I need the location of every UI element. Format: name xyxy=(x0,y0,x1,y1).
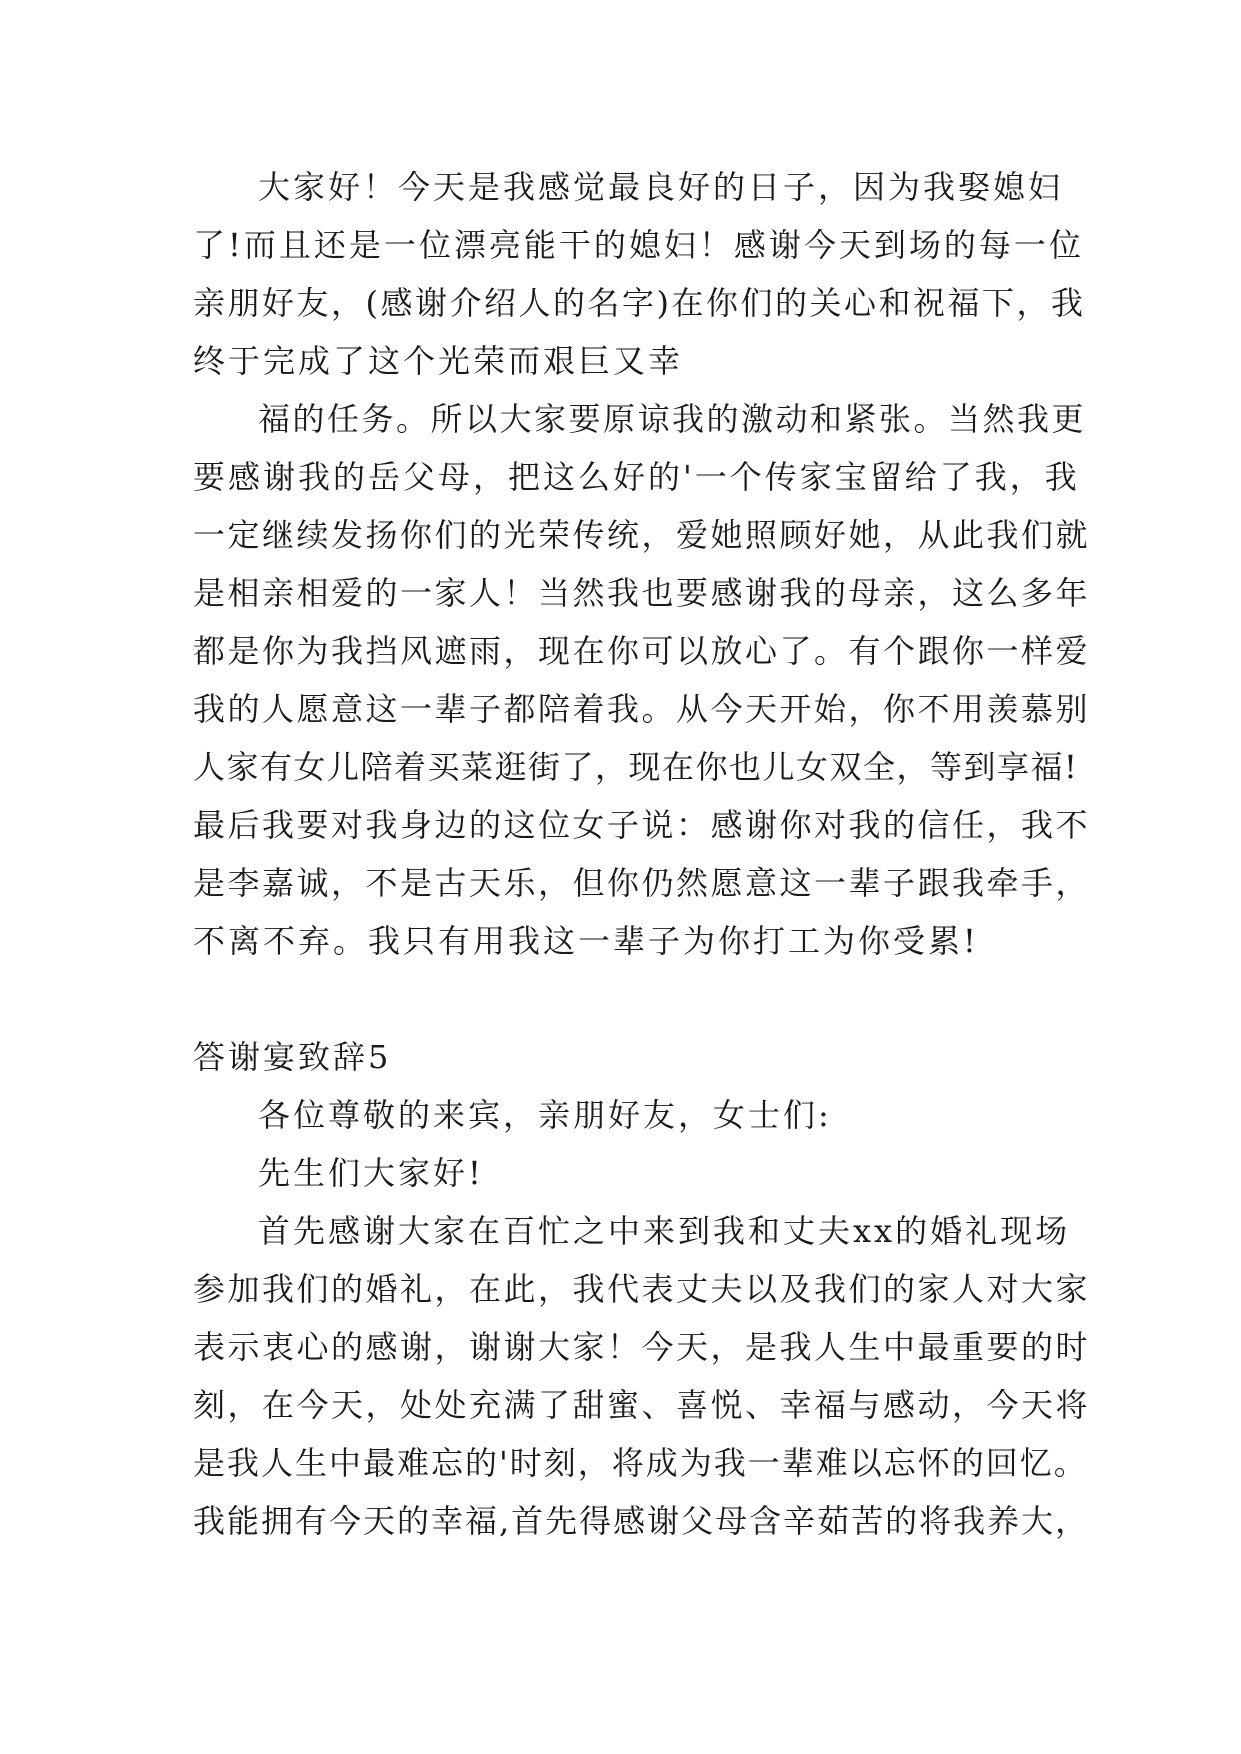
paragraph-1-line-3: 亲朋好友，(感谢介绍人的名字)在你们的关心和祝福下，我 xyxy=(193,284,1086,322)
paragraph-4-line-1: 先生们大家好! xyxy=(258,1154,484,1192)
paragraph-1-line-2: 了!而且还是一位漂亮能干的媳妇！感谢今天到场的每一位 xyxy=(193,226,1084,264)
paragraph-2-line-10: 不离不弃。我只有用我这一辈子为你打工为你受累! xyxy=(193,922,979,960)
paragraph-2-line-9: 是李嘉诚，不是古天乐，但你仍然愿意这一辈子跟我牵手， xyxy=(193,864,1091,902)
paragraph-1-line-1: 大家好！今天是我感觉最良好的日子，因为我娶媳妇 xyxy=(258,168,1064,206)
paragraph-3-line-1: 各位尊敬的来宾，亲朋好友，女士们: xyxy=(258,1096,832,1134)
paragraph-5-line-2: 参加我们的婚礼，在此，我代表丈夫以及我们的家人对大家 xyxy=(193,1270,1091,1308)
paragraph-5-line-3: 表示衷心的感谢，谢谢大家！今天，是我人生中最重要的时 xyxy=(193,1328,1091,1366)
paragraph-2-line-4: 是相亲相爱的一家人！当然我也要感谢我的母亲，这么多年 xyxy=(193,574,1091,612)
paragraph-5-line-5: 是我人生中最难忘的'时刻，将成为我一辈难以忘怀的回忆。 xyxy=(193,1444,1088,1482)
paragraph-2-line-7: 人家有女儿陪着买菜逛街了，现在你也儿女双全，等到享福! xyxy=(193,748,1079,786)
paragraph-2-line-2: 要感谢我的岳父母，把这么好的'一个传家宝留给了我，我 xyxy=(193,458,1080,496)
paragraph-2-line-6: 我的人愿意这一辈子都陪着我。从今天开始，你不用羡慕别 xyxy=(193,690,1091,728)
paragraph-2-line-8: 最后我要对我身边的这位女子说：感谢你对我的信任，我不 xyxy=(193,806,1091,844)
paragraph-5-line-4: 刻，在今天，处处充满了甜蜜、喜悦、幸福与感动，今天将 xyxy=(193,1386,1091,1424)
paragraph-5-line-6: 我能拥有今天的幸福,首先得感谢父母含辛茹苦的将我养大， xyxy=(193,1502,1090,1540)
section-heading: 答谢宴致辞5 xyxy=(193,1038,392,1076)
paragraph-2-line-5: 都是你为我挡风遮雨，现在你可以放心了。有个跟你一样爱 xyxy=(193,632,1091,670)
paragraph-2-line-3: 一定继续发扬你们的光荣传统，爱她照顾好她，从此我们就 xyxy=(193,516,1091,554)
paragraph-5-line-1: 首先感谢大家在百忙之中来到我和丈夫xx的婚礼现场 xyxy=(258,1212,1071,1250)
paragraph-2-line-1: 福的任务。所以大家要原谅我的激动和紧张。当然我更 xyxy=(258,400,1087,438)
paragraph-1-line-4: 终于完成了这个光荣而艰巨又幸 xyxy=(193,342,684,380)
